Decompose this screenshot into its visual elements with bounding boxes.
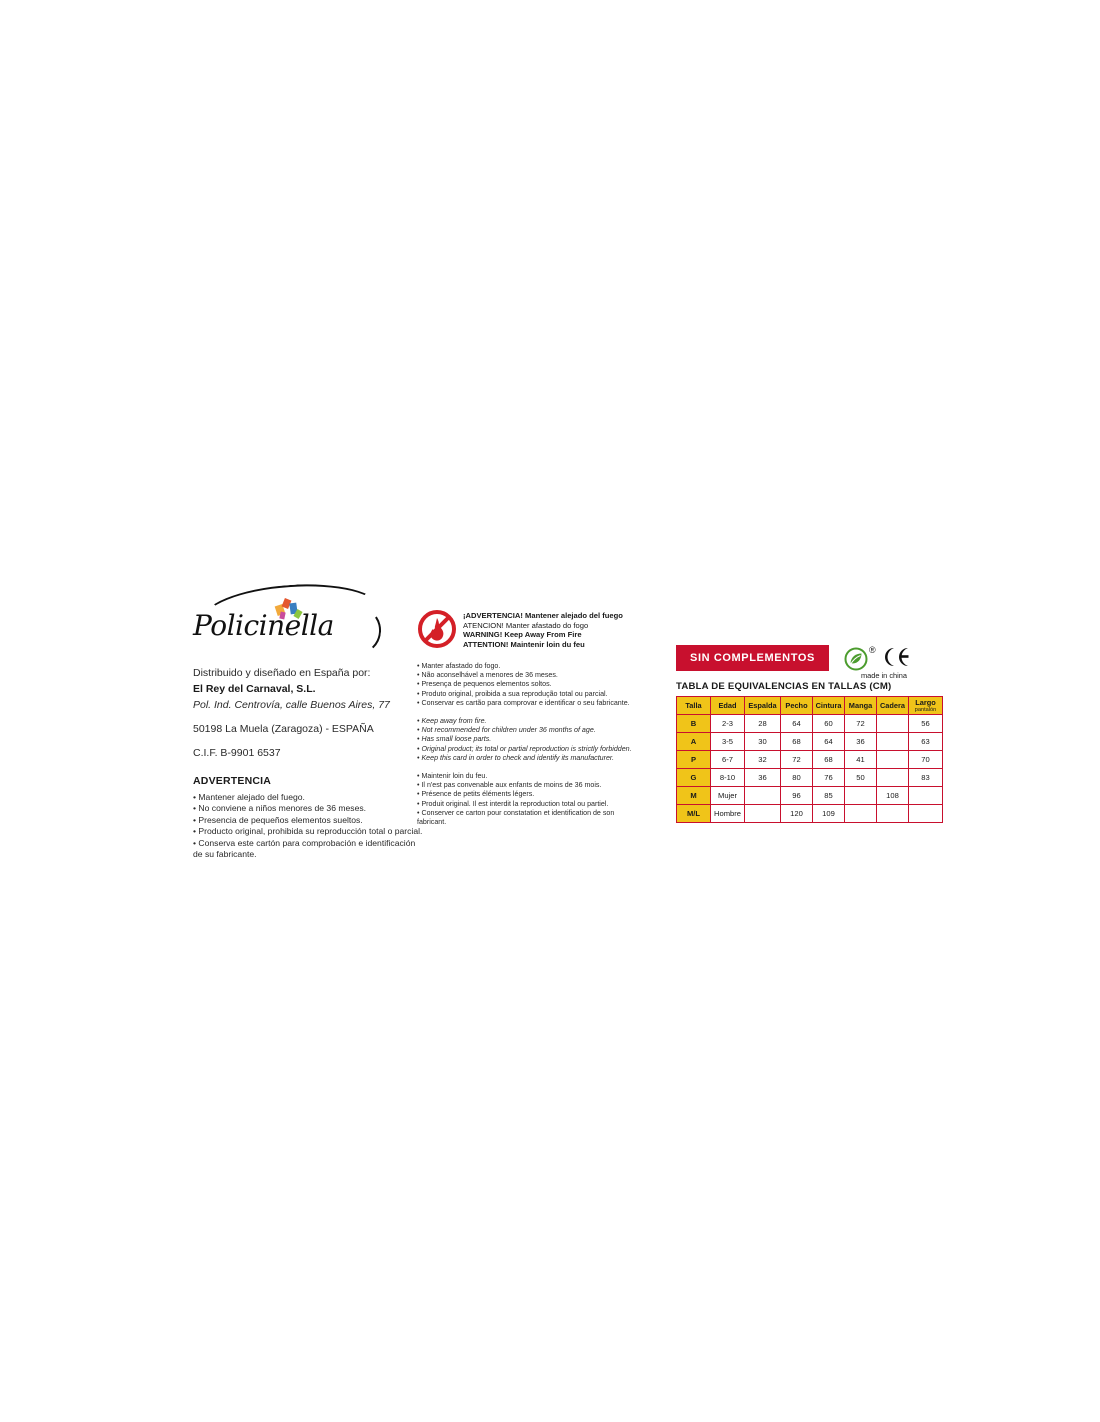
cell-edad: 8-10 — [711, 769, 745, 787]
no-fire-icon — [417, 609, 457, 649]
list-item: • Il n'est pas convenable aux enfants de moins de 36 mois. — [417, 781, 602, 790]
table-row — [677, 805, 943, 823]
cell-largo — [909, 787, 943, 805]
ce-mark-icon — [881, 646, 911, 668]
list-item: • No conviene a niños menores de 36 meses. — [193, 803, 367, 814]
cell-cintura: 76 — [813, 769, 845, 787]
warning-group-en — [417, 717, 657, 763]
cell-cadera — [877, 769, 909, 787]
cell-talla: G — [677, 769, 711, 787]
cell-largo: 83 — [909, 769, 943, 787]
size-equivalence-table — [676, 696, 943, 823]
cell-cadera — [877, 751, 909, 769]
cell-manga: 36 — [845, 733, 877, 751]
column-header-largo-text: Largo — [915, 698, 936, 707]
cell-largo: 56 — [909, 715, 943, 733]
company-cif: C.I.F. B-9901 6537 — [193, 747, 281, 759]
list-item: • Presença de pequenos elementos soltos. — [417, 680, 552, 689]
column-header-cintura: Cintura — [813, 697, 845, 715]
warning-header — [417, 607, 657, 653]
list-item: • Keep this card in order to check and identify its manufacturer. — [417, 753, 615, 762]
list-item: • Producto original, prohibida su reproducción total o parcial. — [193, 826, 423, 837]
cell-pecho: 96 — [781, 787, 813, 805]
cell-cintura: 109 — [813, 805, 845, 823]
table-row — [677, 751, 943, 769]
cell-talla: M/L — [677, 805, 711, 823]
cell-cadera — [877, 715, 909, 733]
list-item: • Conservar es cartão para comprovar e identificar o seu fabricante. — [417, 698, 630, 707]
table-row — [677, 769, 943, 787]
warning-group-pt — [417, 662, 657, 708]
list-item: • Conserver ce carton pour constatation et identification de son — [417, 808, 615, 817]
cell-espalda — [745, 787, 781, 805]
list-item: • Not recommended for children under 36 months of age. — [417, 726, 596, 735]
column-header-manga: Manga — [845, 697, 877, 715]
cell-largo: 70 — [909, 751, 943, 769]
column-header-cadera: Cadera — [877, 697, 909, 715]
cell-edad: Mujer — [711, 787, 745, 805]
brand-block — [193, 585, 423, 860]
cell-edad: 2-3 — [711, 715, 745, 733]
cell-cintura: 68 — [813, 751, 845, 769]
warning-headlines — [463, 611, 653, 649]
list-item: • Conserva este cartón para comprobación e identificación — [193, 837, 416, 848]
cell-cadera — [877, 733, 909, 751]
warning-headline-es: ¡ADVERTENCIA! Mantener alejado del fuego — [463, 611, 623, 620]
cell-espalda: 32 — [745, 751, 781, 769]
size-table-title: TABLA DE EQUIVALENCIAS EN TALLAS (CM) — [676, 681, 892, 692]
list-item: • Maintenir loin du feu. — [417, 772, 488, 781]
list-item: • Mantener alejado del fuego. — [193, 792, 305, 802]
company-name: El Rey del Carnaval, S.L. — [193, 683, 316, 695]
cell-cadera — [877, 805, 909, 823]
list-item: • Has small loose parts. — [417, 735, 492, 744]
cell-manga: 72 — [845, 715, 877, 733]
cell-talla: A — [677, 733, 711, 751]
cell-edad: 3-5 — [711, 733, 745, 751]
registered-trademark-icon: ® — [869, 645, 876, 655]
cell-espalda: 30 — [745, 733, 781, 751]
cell-cadera: 108 — [877, 787, 909, 805]
cell-manga: 41 — [845, 751, 877, 769]
cell-edad: 6-7 — [711, 751, 745, 769]
column-header-largo-sub: pantalón — [914, 707, 937, 713]
warning-headline-pt: ATENCION! Manter afastado do fogo — [463, 620, 589, 630]
list-item: • Produto original, proibida a sua reprodução total ou parcial. — [417, 689, 608, 698]
warning-headline-fr: ATTENTION! Maintenir loin du feu — [463, 639, 585, 649]
company-address-line-2: 50198 La Muela (Zaragoza) - ESPAÑA — [193, 723, 374, 735]
cell-pecho: 68 — [781, 733, 813, 751]
multilingual-warning-block — [417, 607, 657, 827]
cell-espalda: 28 — [745, 715, 781, 733]
cell-manga: 50 — [845, 769, 877, 787]
advertencia-title: ADVERTENCIA — [193, 775, 272, 787]
cell-cintura: 64 — [813, 733, 845, 751]
list-item-continuation: fabricant. — [417, 818, 447, 827]
logo-wordmark: Policinella — [193, 609, 334, 642]
cell-cintura: 85 — [813, 787, 845, 805]
list-item: • Presencia de pequeños elementos sueltos. — [193, 814, 363, 825]
column-header-espalda: Espalda — [745, 697, 781, 715]
list-item-continuation: de su fabricante. — [193, 849, 257, 860]
cell-talla: B — [677, 715, 711, 733]
list-item: • Manter afastado do fogo. — [417, 662, 501, 670]
column-header-largo — [909, 697, 943, 715]
cell-largo — [909, 805, 943, 823]
column-header-edad: Edad — [711, 697, 745, 715]
size-chart-block — [676, 645, 936, 823]
list-item: • Original product; its total or partial reproduction is strictly forbidden. — [417, 744, 632, 753]
warning-group-fr — [417, 772, 657, 827]
distributed-by-label: Distribuido y diseñado en España por: — [193, 667, 371, 679]
cell-talla: M — [677, 787, 711, 805]
cell-edad: Hombre — [711, 805, 745, 823]
cell-espalda — [745, 805, 781, 823]
badges-row — [676, 645, 936, 679]
column-header-pecho: Pecho — [781, 697, 813, 715]
list-item: • Présence de petits éléments légers. — [417, 790, 535, 799]
cell-manga — [845, 787, 877, 805]
table-row — [677, 733, 943, 751]
cell-cintura: 60 — [813, 715, 845, 733]
company-address-line-1: Pol. Ind. Centrovía, calle Buenos Aires, 77 — [193, 699, 390, 711]
advertencia-bullet-list — [193, 792, 423, 860]
cell-manga — [845, 805, 877, 823]
list-item: • Produit original. Il est interdit la reproduction total ou partiel. — [417, 799, 609, 808]
brand-logo — [193, 585, 388, 657]
cell-talla: P — [677, 751, 711, 769]
table-header-row — [677, 697, 943, 715]
table-row — [677, 787, 943, 805]
cell-espalda: 36 — [745, 769, 781, 787]
column-header-talla: Talla — [677, 697, 711, 715]
green-leaf-icon — [844, 647, 868, 671]
status-badge: SIN COMPLEMENTOS — [676, 645, 829, 671]
cell-largo: 63 — [909, 733, 943, 751]
cell-pecho: 72 — [781, 751, 813, 769]
cell-pecho: 120 — [781, 805, 813, 823]
table-row — [677, 715, 943, 733]
cell-pecho: 64 — [781, 715, 813, 733]
list-item: • Keep away from fire. — [417, 717, 487, 726]
list-item: • Não aconselhável a menores de 36 meses. — [417, 671, 558, 680]
made-in-label: made in china — [861, 671, 908, 680]
warning-headline-en: WARNING! Keep Away From Fire — [463, 630, 582, 640]
cell-pecho: 80 — [781, 769, 813, 787]
